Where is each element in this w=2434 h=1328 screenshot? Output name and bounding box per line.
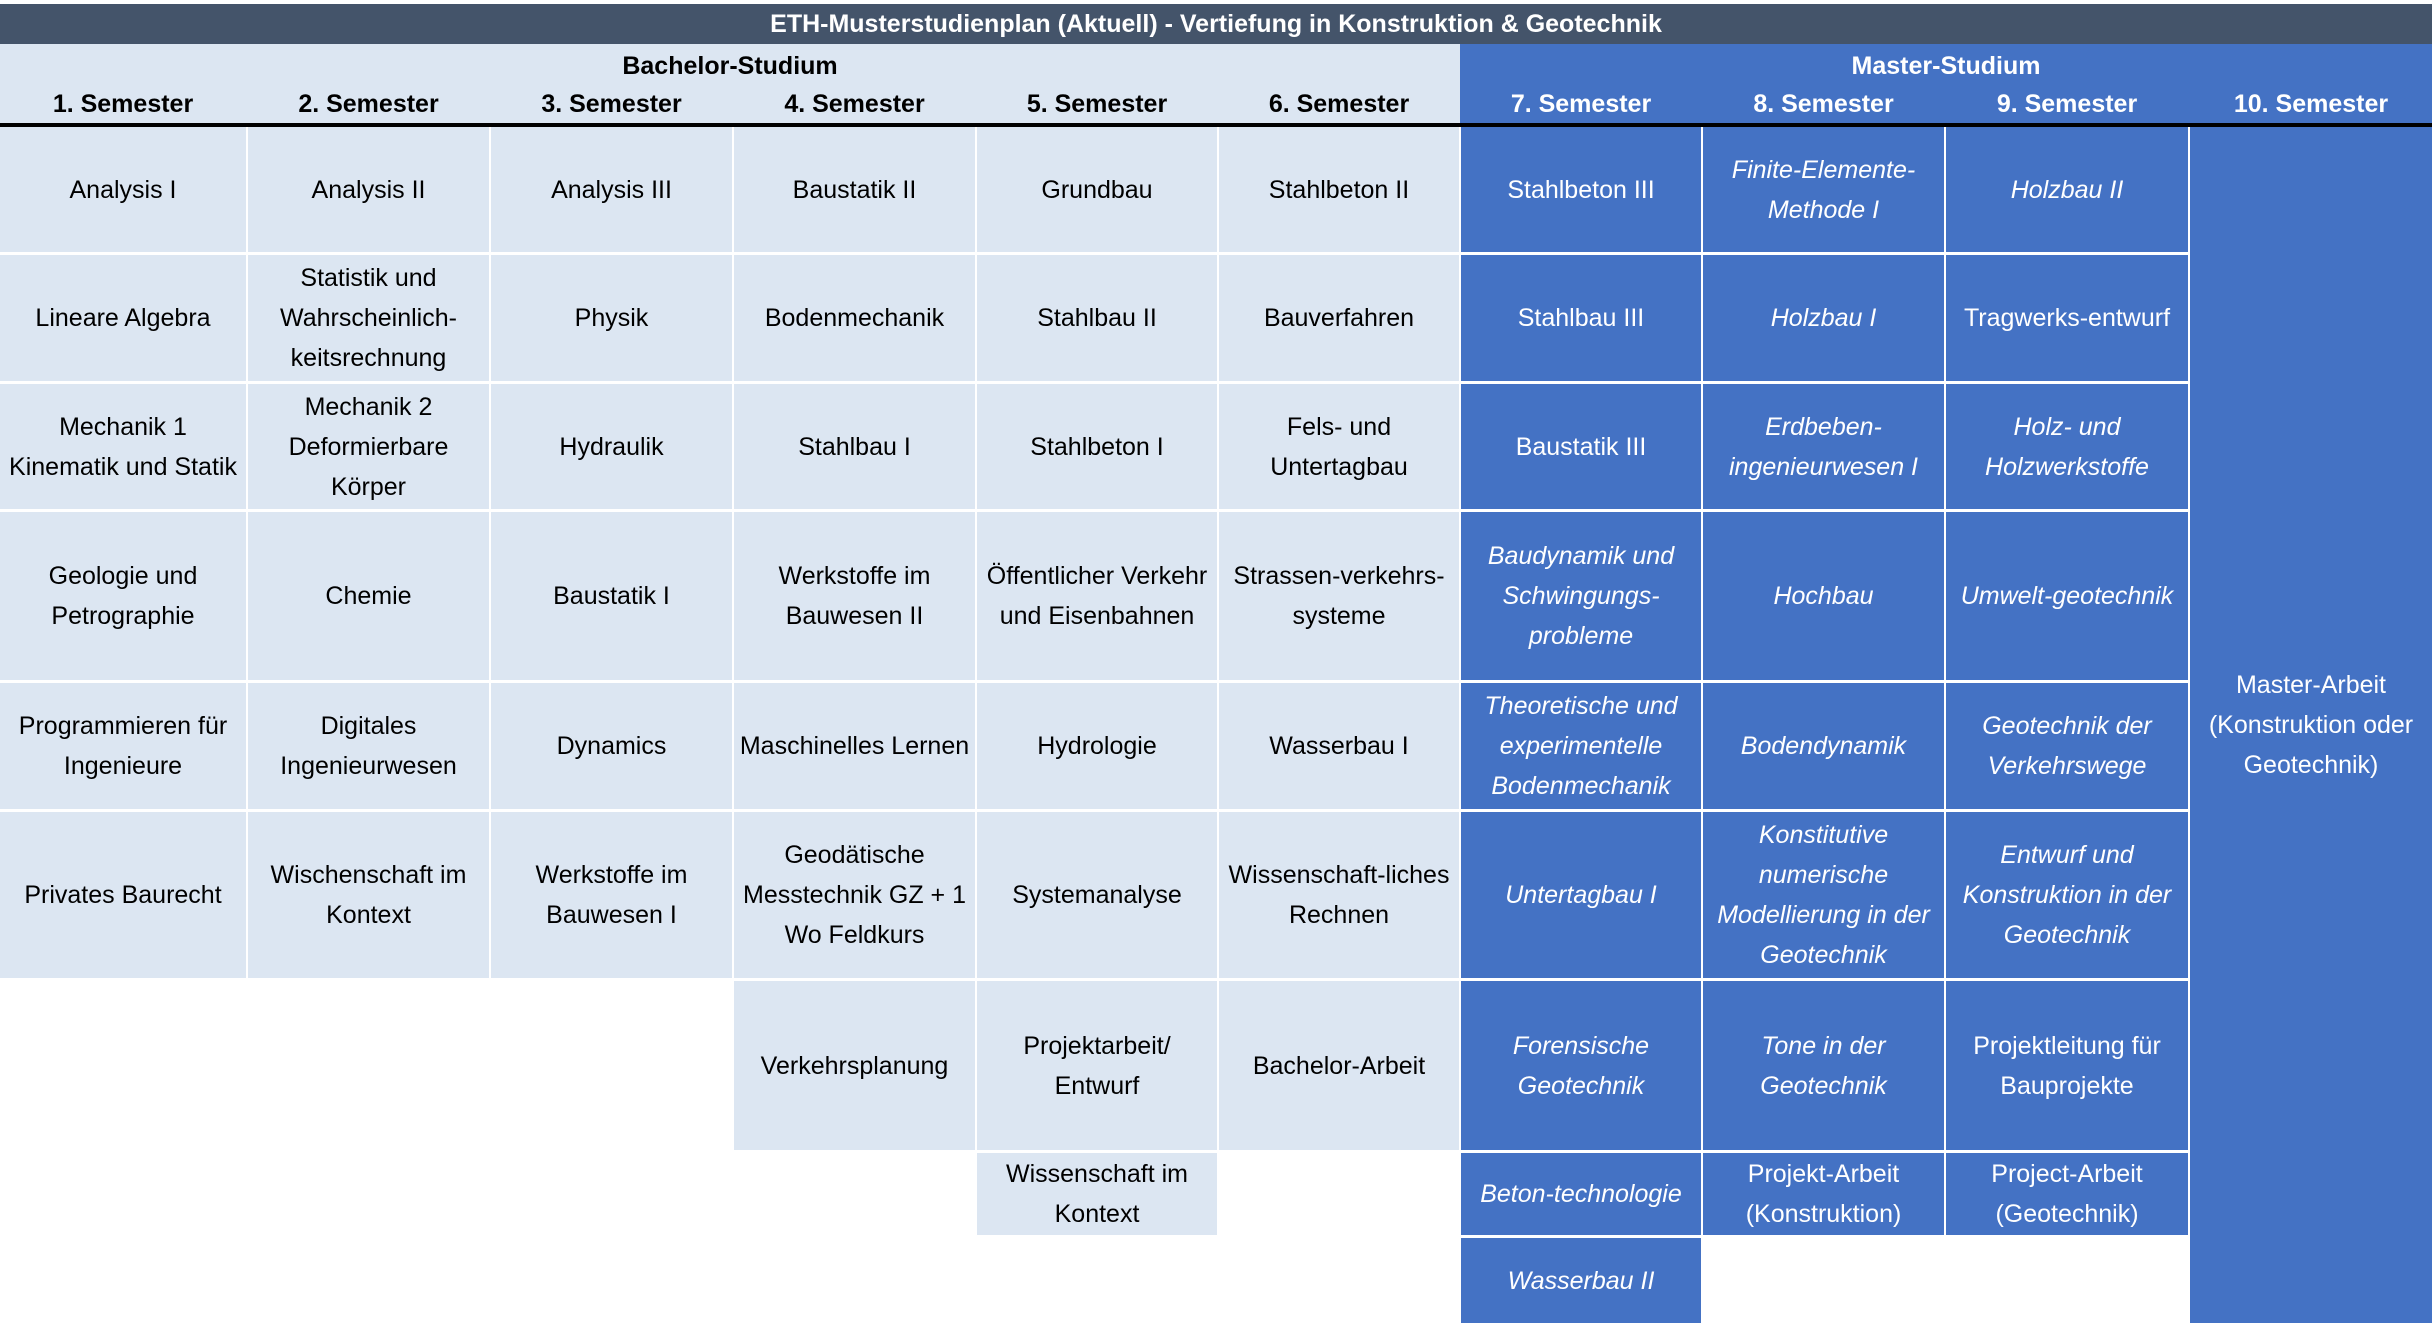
course-cell: Fels- und Untertagbau — [1219, 384, 1459, 509]
course-cell: Wasserbau II — [1461, 1238, 1701, 1323]
course-cell: Project-Arbeit (Geotechnik) — [1946, 1153, 2188, 1235]
table-title: ETH-Musterstudienplan (Aktuell) - Vertiefung in Konstruktion & Geotechnik — [0, 4, 2432, 44]
course-cell: Bauverfahren — [1219, 255, 1459, 381]
course-cell: Tone in der Geotechnik — [1703, 981, 1944, 1150]
semester-header-1: 1. Semester — [52, 89, 194, 118]
course-cell: Wischenschaft im Kontext — [248, 812, 489, 978]
course-cell: Holzbau II — [1946, 127, 2188, 252]
course-cell: Master-Arbeit (Konstruktion oder Geotechnik) — [2190, 127, 2432, 1323]
course-cell: Stahlbeton III — [1461, 127, 1701, 252]
course-cell: Geodätische Messtechnik GZ + 1 Wo Feldkurs — [734, 812, 975, 978]
course-cell: Analysis II — [248, 127, 489, 252]
semester-header-9: 9. Semester — [1996, 89, 2138, 118]
semester-header-8: 8. Semester — [1753, 89, 1894, 118]
course-cell: Umwelt-geotechnik — [1946, 512, 2188, 680]
course-cell: Mechanik 2 Deformierbare Körper — [248, 384, 489, 509]
course-cell: Baustatik III — [1461, 384, 1701, 509]
course-cell: Verkehrsplanung — [734, 981, 975, 1150]
course-cell: Baustatik I — [491, 512, 732, 680]
course-cell: Analysis III — [491, 127, 732, 252]
course-cell: Bachelor-Arbeit — [1219, 981, 1459, 1150]
semester-header-6: 6. Semester — [1268, 89, 1410, 118]
semester-header-7: 7. Semester — [1510, 89, 1652, 118]
course-cell: Digitales Ingenieurwesen — [248, 683, 489, 809]
course-cell: Bodenmechanik — [734, 255, 975, 381]
course-cell: Chemie — [248, 512, 489, 680]
bachelor-group-label: Bachelor-Studium — [622, 51, 838, 80]
course-cell: Konstitutive numerische Modellierung in der Geotechnik — [1703, 812, 1944, 978]
semester-header-4: 4. Semester — [784, 89, 925, 118]
course-cell: Erdbeben-ingenieurwesen I — [1703, 384, 1944, 509]
course-cell: Programmieren für Ingenieure — [0, 683, 246, 809]
semester-header-3: 3. Semester — [541, 89, 682, 118]
course-cell: Werkstoffe im Bauwesen II — [734, 512, 975, 680]
course-cell: Finite-Elemente-Methode I — [1703, 127, 1944, 252]
course-cell: Privates Baurecht — [0, 812, 246, 978]
course-cell: Dynamics — [491, 683, 732, 809]
course-cell: Werkstoffe im Bauwesen I — [491, 812, 732, 978]
master-group-label: Master-Studium — [1851, 51, 2041, 80]
course-cell: Holz- und Holzwerkstoffe — [1946, 384, 2188, 509]
course-cell: Statistik und Wahrscheinlich-keitsrechnung — [248, 255, 489, 381]
course-cell: Lineare Algebra — [0, 255, 246, 381]
course-cell: Tragwerks-entwurf — [1946, 255, 2188, 381]
course-cell: Mechanik 1 Kinematik und Statik — [0, 384, 246, 509]
course-cell: Forensische Geotechnik — [1461, 981, 1701, 1150]
course-cell: Theoretische und experimentelle Bodenmechanik — [1461, 683, 1701, 809]
course-cell: Untertagbau I — [1461, 812, 1701, 978]
course-cell: Stahlbeton II — [1219, 127, 1459, 252]
course-cell: Wasserbau I — [1219, 683, 1459, 809]
course-cell: Projekt-Arbeit (Konstruktion) — [1703, 1153, 1944, 1235]
semester-header-10: 10. Semester — [2233, 89, 2389, 118]
course-cell: Hochbau — [1703, 512, 1944, 680]
course-cell: Stahlbau III — [1461, 255, 1701, 381]
course-cell: Physik — [491, 255, 732, 381]
course-cell: Strassen-verkehrs-systeme — [1219, 512, 1459, 680]
semester-header-5: 5. Semester — [1026, 89, 1168, 118]
course-cell: Baudynamik und Schwingungs-probleme — [1461, 512, 1701, 680]
course-cell: Hydrologie — [977, 683, 1217, 809]
course-cell: Maschinelles Lernen — [734, 683, 975, 809]
course-cell: Stahlbeton I — [977, 384, 1217, 509]
course-cell: Stahlbau I — [734, 384, 975, 509]
course-cell: Geotechnik der Verkehrswege — [1946, 683, 2188, 809]
course-cell: Bodendynamik — [1703, 683, 1944, 809]
course-cell: Öffentlicher Verkehr und Eisenbahnen — [977, 512, 1217, 680]
course-cell: Grundbau — [977, 127, 1217, 252]
course-cell: Projektarbeit/ Entwurf — [977, 981, 1217, 1150]
course-cell: Wissenschaft im Kontext — [977, 1153, 1217, 1235]
semester-header-2: 2. Semester — [298, 89, 439, 118]
course-cell: Holzbau I — [1703, 255, 1944, 381]
course-cell: Geologie und Petrographie — [0, 512, 246, 680]
course-cell: Stahlbau II — [977, 255, 1217, 381]
course-cell: Baustatik II — [734, 127, 975, 252]
course-cell: Analysis I — [0, 127, 246, 252]
course-cell: Entwurf und Konstruktion in der Geotechnik — [1946, 812, 2188, 978]
course-cell: Beton-technologie — [1461, 1153, 1701, 1235]
course-cell: Projektleitung für Bauprojekte — [1946, 981, 2188, 1150]
course-cell: Hydraulik — [491, 384, 732, 509]
course-cell: Wissenschaft-liches Rechnen — [1219, 812, 1459, 978]
course-cell: Systemanalyse — [977, 812, 1217, 978]
